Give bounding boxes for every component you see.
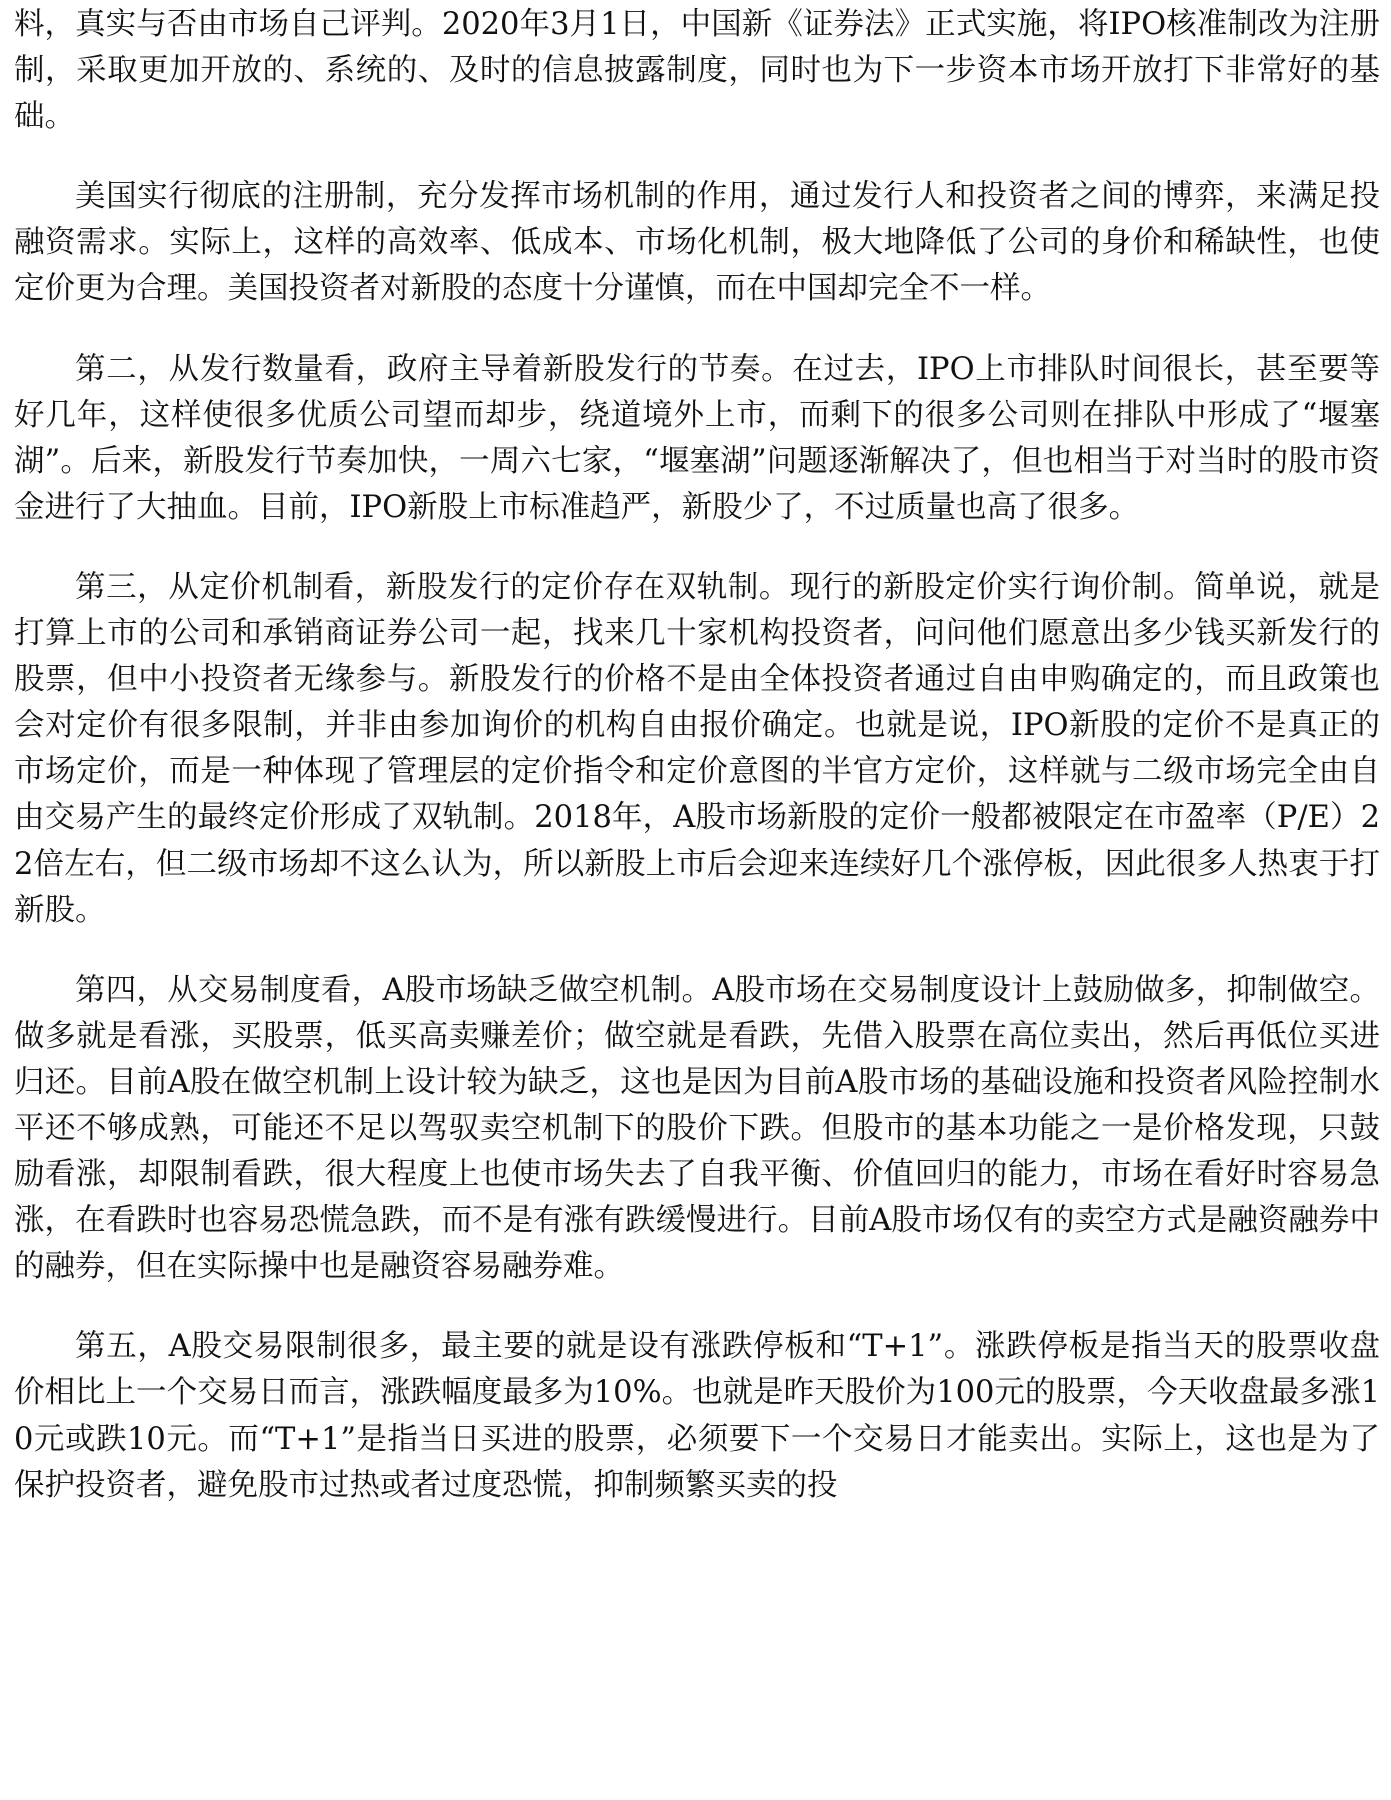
paragraph-trading-limits: 第五，A股交易限制很多，最主要的就是设有涨跌停板和“T+1”。涨跌停板是指当天的股票收盘价相比上一个交易日而言，涨跌幅度最多为10%。也就是昨天股价为100元的股票，今天收盘最多涨10元或跌10元。而“T+1”是指当日买进的股票，必须要下一个交易日才能卖出。实际上，这也是为了保护投资者，避免股市过热或者过度恐慌，抑制频繁买卖的投 [14, 1329, 1380, 1503]
paragraph-continued: 料，真实与否由市场自己评判。2020年3月1日，中国新《证券法》正式实施，将IPO核准制改为注册制，采取更加开放的、系统的、及时的信息披露制度，同时也为下一步资本市场开放打下非常好的基础。 [14, 7, 1380, 135]
paragraph-issuance-quantity: 第二，从发行数量看，政府主导着新股发行的节奏。在过去，IPO上市排队时间很长，甚至要等好几年，这样使很多优质公司望而却步，绕道境外上市，而剩下的很多公司则在排队中形成了“堰塞湖”。后来，新股发行节奏加快，一周六七家，“堰塞湖”问题逐渐解决了，但也相当于对当时的股市资金进行了大抽血。目前，IPO新股上市标准趋严，新股少了，不过质量也高了很多。 [14, 351, 1380, 525]
paragraph-us-registration: 美国实行彻底的注册制，充分发挥市场机制的作用，通过发行人和投资者之间的博弈，来满足投融资需求。实际上，这样的高效率、低成本、市场化机制，极大地降低了公司的身价和稀缺性，也使定价更为合理。美国投资者对新股的态度十分谨慎，而在中国却完全不一样。 [14, 179, 1380, 307]
document-page [14, 2, 1380, 1543]
paragraph-trading-system: 第四，从交易制度看，A股市场缺乏做空机制。A股市场在交易制度设计上鼓励做多，抑制做空。做多就是看涨，买股票，低买高卖赚差价；做空就是看跌，先借入股票在高位卖出，然后再低位买进归还。目前A股在做空机制上设计较为缺乏，这也是因为目前A股市场的基础设施和投资者风险控制水平还不够成熟，可能还不足以驾驭卖空机制下的股价下跌。但股市的基本功能之一是价格发现，只鼓励看涨，却限制看跌，很大程度上也使市场失去了自我平衡、价值回归的能力，市场在看好时容易急涨，在看跌时也容易恐慌急跌，而不是有涨有跌缓慢进行。目前A股市场仅有的卖空方式是融资融券中的融券，但在实际操中也是融资容易融券难。 [14, 972, 1380, 1285]
paragraph-pricing-mechanism: 第三，从定价机制看，新股发行的定价存在双轨制。现行的新股定价实行询价制。简单说，就是打算上市的公司和承销商证券公司一起，找来几十家机构投资者，问问他们愿意出多少钱买新发行的股票，但中小投资者无缘参与。新股发行的价格不是由全体投资者通过自由申购确定的，而且政策也会对定价有很多限制，并非由参加询价的机构自由报价确定。也就是说，IPO新股的定价不是真正的市场定价，而是一种体现了管理层的定价指令和定价意图的半官方定价，这样就与二级市场完全由自由交易产生的最终定价形成了双轨制。2018年，A股市场新股的定价一般都被限定在市盈率（P/E）22倍左右，但二级市场却不这么认为，所以新股上市后会迎来连续好几个涨停板，因此很多人热衷于打新股。 [14, 569, 1380, 928]
